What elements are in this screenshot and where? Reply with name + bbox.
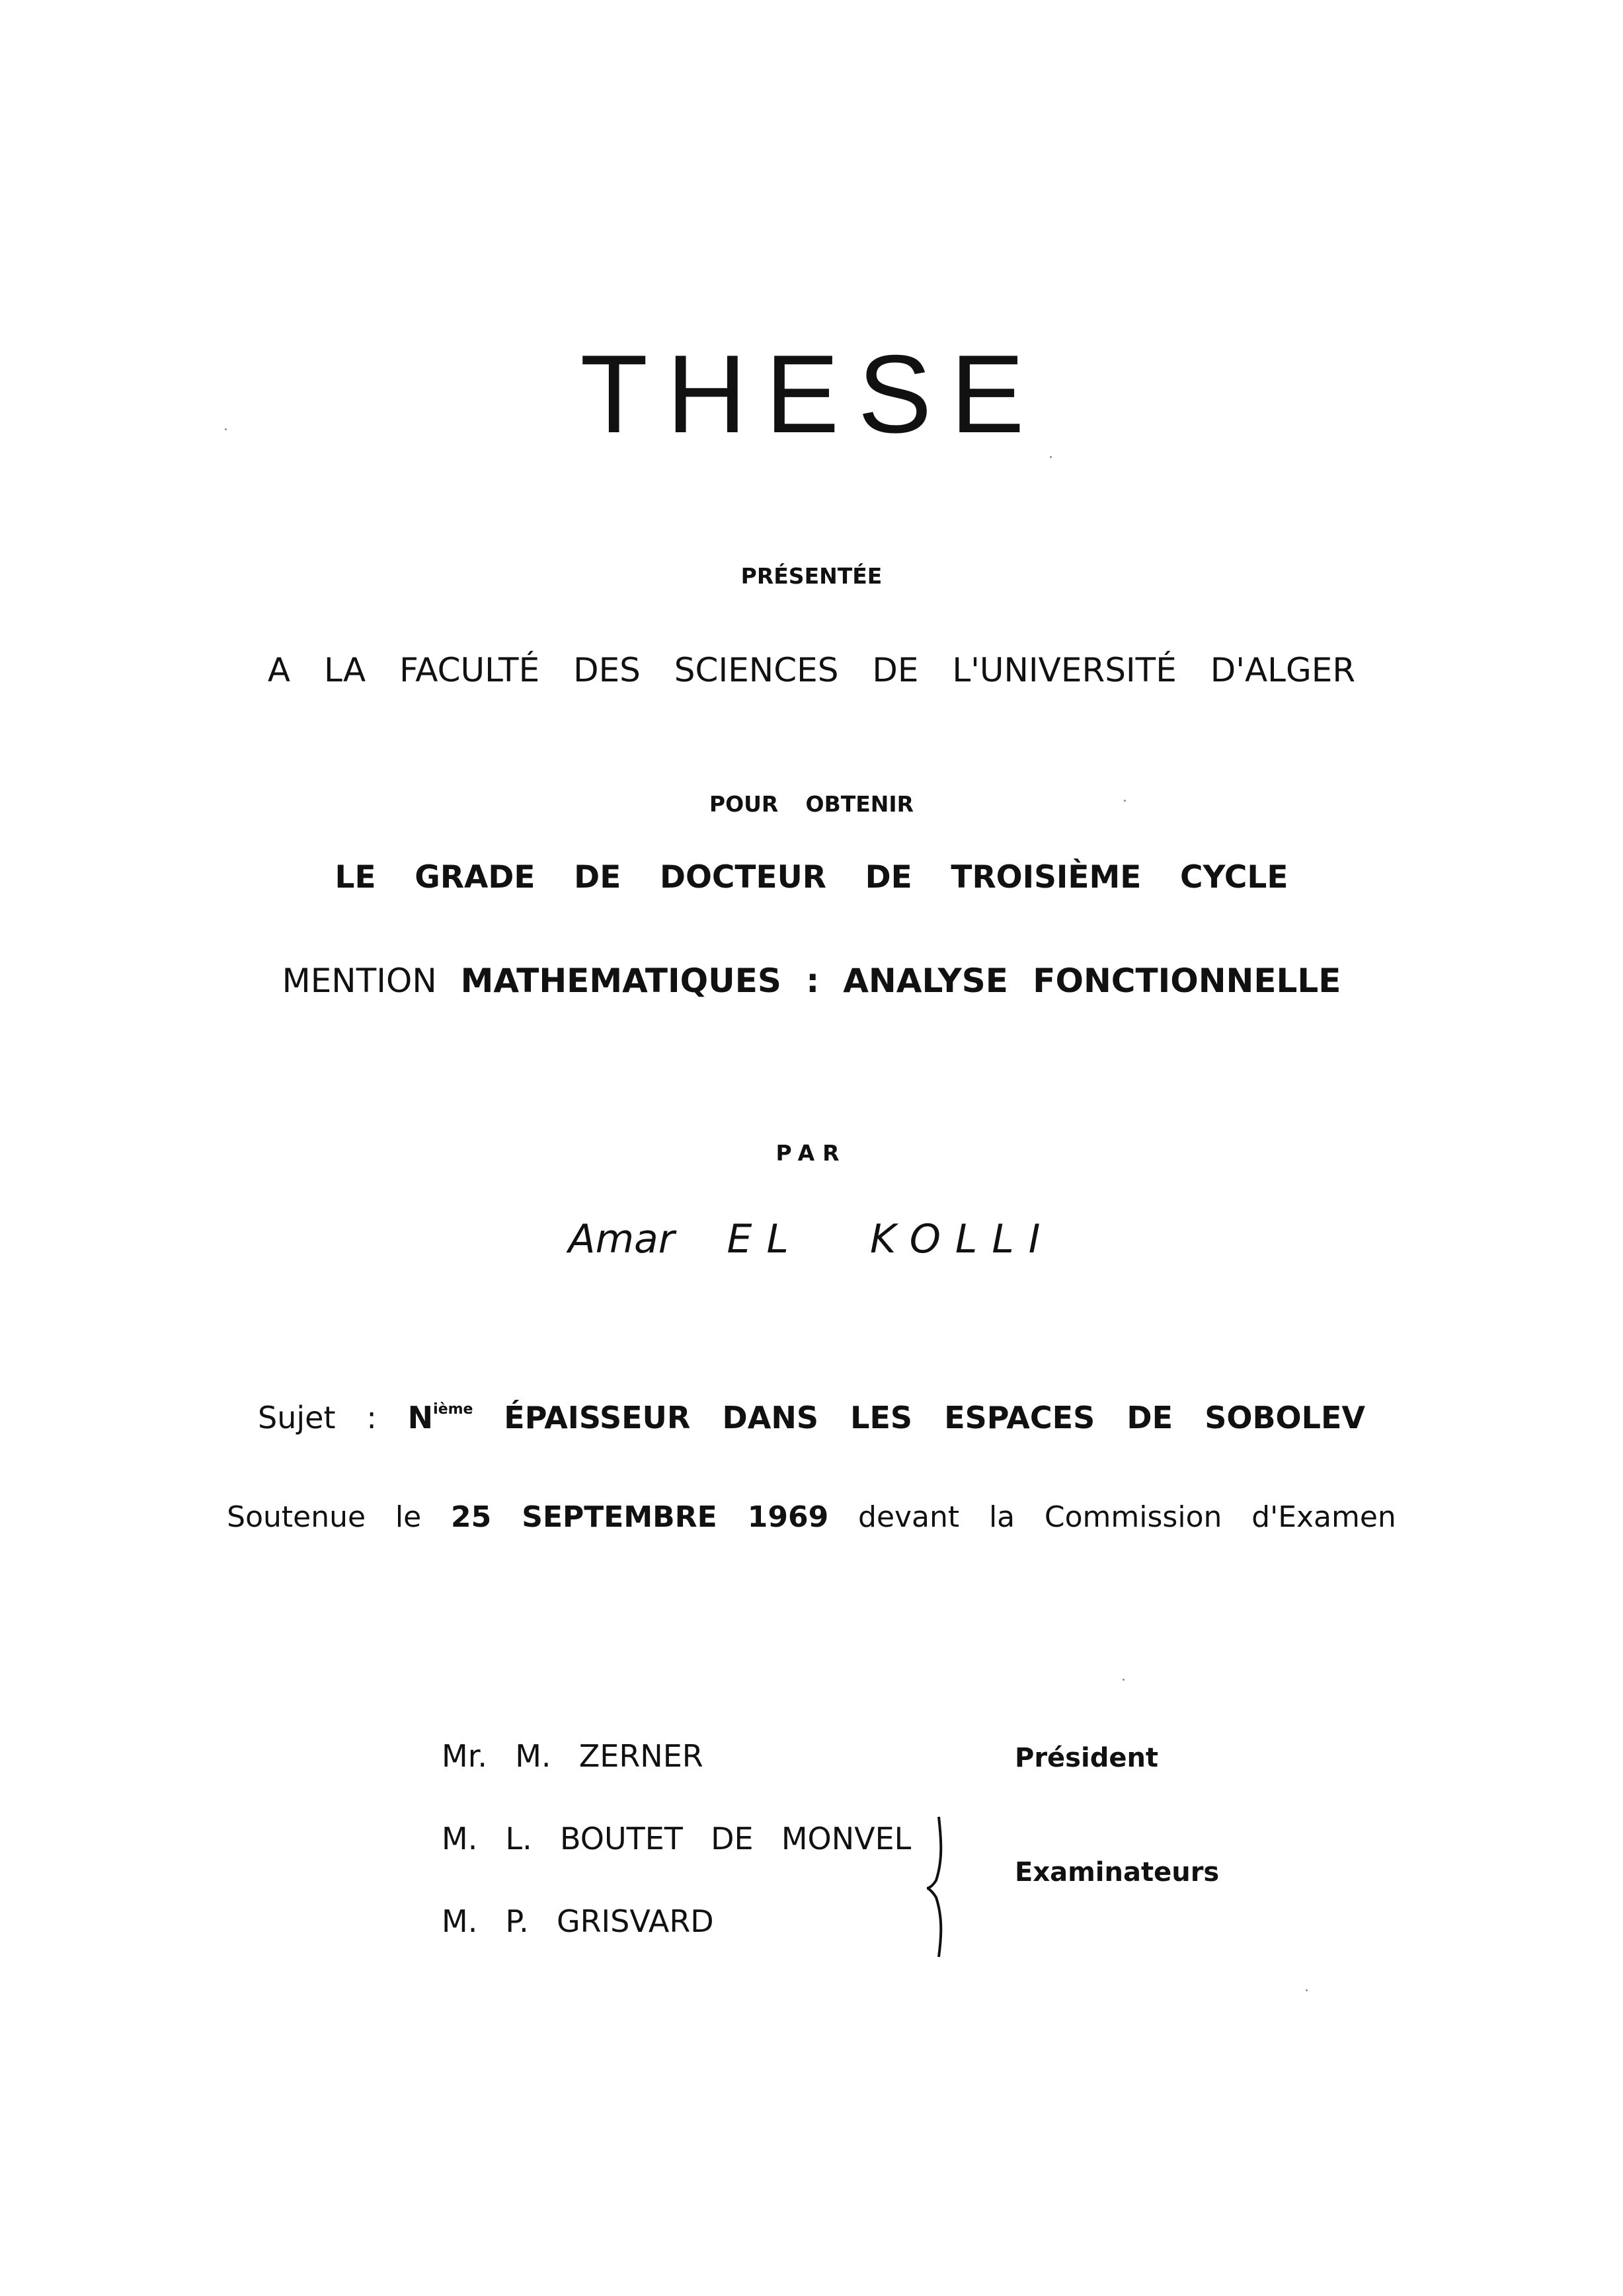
committee-member-examiner-2: M. P. GRISVARD [442,1903,714,1939]
mention-label: MENTION [282,962,437,1000]
degree-line: LE GRADE DE DOCTEUR DE TROISIÈME CYCLE [335,859,1288,896]
defense-post: devant la Commission d'Examen [858,1500,1396,1534]
author-last-name: EL KOLLI [727,1216,1055,1262]
topic-title: ÉPAISSEUR DANS LES ESPACES DE SOBOLEV [504,1400,1365,1435]
scan-speck [1306,1989,1308,1991]
mention-subject: MATHEMATIQUES : [460,962,820,1000]
presented-label: PRÉSENTÉE [740,563,883,589]
scan-speck [1124,800,1126,802]
examiners-label: Examinateurs [1015,1857,1220,1888]
defense-line [0,1500,1623,1534]
topic-superscript: ième [433,1401,473,1418]
mention-line [0,962,1623,1000]
brace-icon [919,1814,952,1960]
author-first-name: Amar [568,1216,675,1262]
topic-label: Sujet : [258,1400,377,1435]
author-name [0,1216,1623,1262]
committee-member-president: Mr. M. ZERNER [442,1738,703,1774]
topic-line [0,1400,1623,1435]
defense-date: 25 SEPTEMBRE 1969 [450,1500,829,1534]
mention-field: ANALYSE FONCTIONNELLE [843,962,1341,1000]
by-label: PAR [775,1140,848,1166]
defense-pre: Soutenue le [227,1500,422,1534]
scan-speck [225,428,227,430]
faculty-line: A LA FACULTÉ DES SCIENCES DE L'UNIVERSITÉ D'ALGER [267,651,1356,689]
scan-speck [1050,456,1052,458]
obtain-label: POUR OBTENIR [709,791,914,817]
thesis-title: THESE [580,332,1043,456]
topic-n: $N^{ième}$ [407,1400,473,1435]
committee-member-examiner-1: M. L. BOUTET DE MONVEL [442,1821,912,1856]
president-label: Président [1015,1743,1159,1773]
scan-speck [1123,1679,1125,1681]
